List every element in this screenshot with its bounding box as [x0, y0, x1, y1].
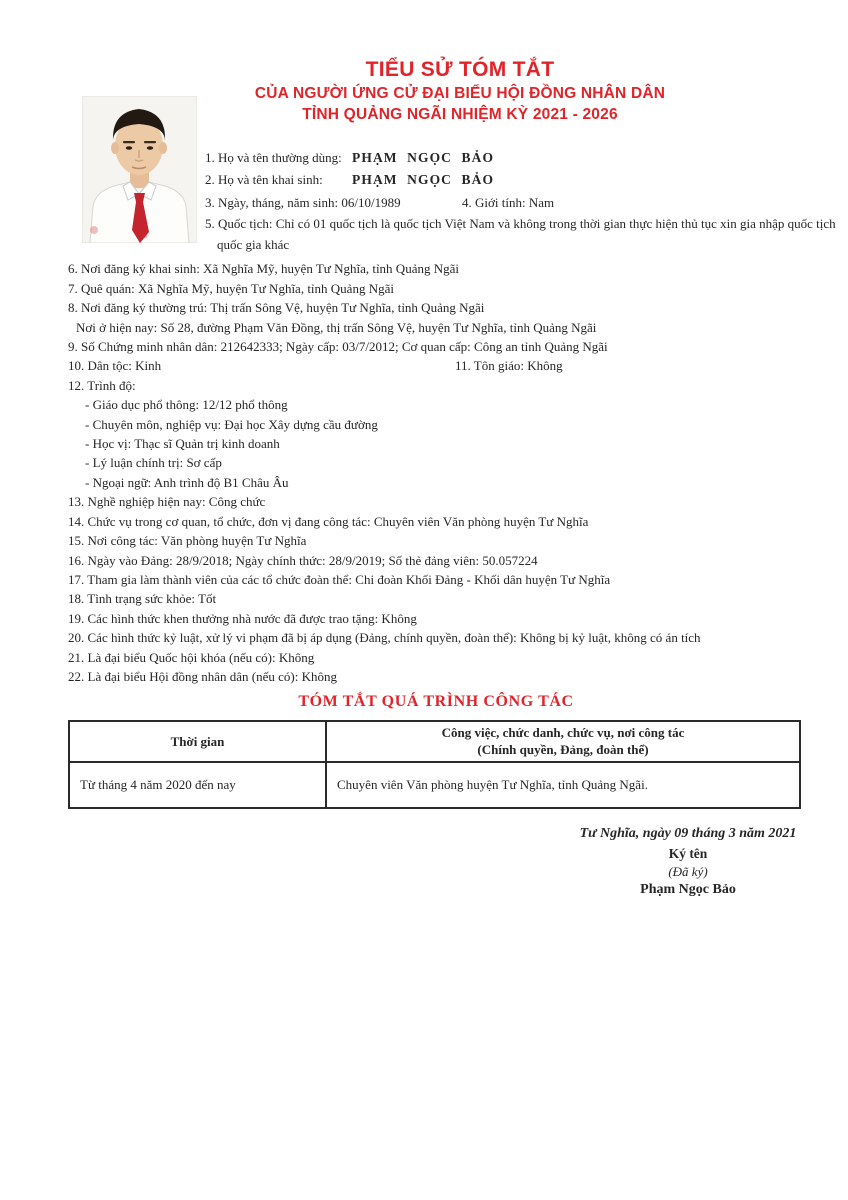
field-nationality-line2: quốc gia khác — [217, 236, 290, 252]
document-title: TIỂU SỬ TÓM TẮT — [365, 58, 555, 81]
field-birth-name-label: 2. Họ và tên khai sinh: — [205, 172, 323, 188]
field-general-education: - Giáo dục phổ thông: 12/12 phổ thông — [85, 397, 288, 413]
table-header-work-line2: (Chính quyền, Đảng, đoàn thể) — [477, 741, 649, 757]
field-occupation: 13. Nghề nghiệp hiện nay: Công chức — [68, 494, 266, 510]
field-common-name — [205, 147, 826, 169]
candidate-photo — [82, 96, 197, 243]
field-awards: 19. Các hình thức khen thưởng nhà nước đã được trao tặng: Không — [68, 610, 417, 626]
field-foreign-language: - Ngoại ngữ: Anh trình độ B1 Châu Âu — [85, 474, 289, 490]
field-peoples-council: 22. Là đại biểu Hội đồng nhân dân (nếu có): Không — [68, 668, 337, 684]
field-common-name-label: 1. Họ và tên thường dùng: — [205, 150, 342, 165]
field-nationality-line1: 5. Quốc tịch: Chỉ có 01 quốc tịch là quốc tịch Việt Nam và không trong thời gian thực hiện thủ tục xin gia nhập quốc tịch — [205, 216, 836, 232]
field-position: 14. Chức vụ trong cơ quan, tổ chức, đơn vị đang công tác: Chuyên viên Văn phòng huyện Tư Nghĩa — [68, 513, 589, 529]
field-permanent-residence: 8. Nơi đăng ký thường trú: Thị trấn Sông Vệ, huyện Tư Nghĩa, tỉnh Quảng Ngãi — [68, 300, 485, 316]
field-common-name-value: PHẠM NGỌC BẢO — [352, 150, 495, 165]
field-political-theory: - Lý luận chính trị: Sơ cấp — [85, 455, 222, 471]
field-dob: 3. Ngày, tháng, năm sinh: 06/10/1989 — [205, 194, 401, 210]
field-party-membership: 16. Ngày vào Đảng: 28/9/2018; Ngày chính thức: 28/9/2019; Số thẻ đảng viên: 50.057224 — [68, 552, 538, 568]
work-history-title: TÓM TẮT QUÁ TRÌNH CÔNG TÁC — [298, 693, 574, 711]
personal-info-list — [68, 259, 826, 686]
field-id-number: 9. Số Chứng minh nhân dân: 212642333; Ngày cấp: 03/7/2012; Cơ quan cấp: Công an tỉnh Quảng Ngãi — [68, 339, 608, 355]
signature-label: Ký tên — [668, 846, 708, 862]
table-header-row — [69, 721, 800, 762]
field-organizations: 17. Tham gia làm thành viên của các tổ chức đoàn thể: Chi đoàn Khối Đảng - Khối dân huyện Tư Nghĩa — [68, 571, 611, 587]
field-hometown: 7. Quê quán: Xã Nghĩa Mỹ, huyện Tư Nghĩa, tỉnh Quảng Ngãi — [68, 280, 394, 296]
table-header-time: Thời gian — [69, 721, 326, 762]
field-birth-name — [205, 169, 826, 191]
field-birth-registration: 6. Nơi đăng ký khai sinh: Xã Nghĩa Mỹ, huyện Tư Nghĩa, tỉnh Quảng Ngãi — [68, 261, 459, 277]
table-header-work-line1: Công việc, chức danh, chức vụ, nơi công tác — [441, 725, 685, 741]
field-ethnicity: 10. Dân tộc: Kinh — [68, 358, 162, 374]
table-row — [69, 762, 800, 808]
field-ethnic-religion — [68, 356, 826, 375]
personal-info-top — [205, 147, 836, 255]
field-birth-name-value: PHẠM NGỌC BẢO — [352, 172, 495, 188]
field-religion: 11. Tôn giáo: Không — [455, 358, 563, 374]
document-subtitle-1: CỦA NGƯỜI ỨNG CỬ ĐẠI BIỂU HỘI ĐỒNG NHÂN DÂN — [254, 85, 666, 102]
signature-block — [538, 824, 838, 900]
field-current-residence: Nơi ở hiện nay: Số 28, đường Phạm Văn Đồng, thị trấn Sông Vệ, huyện Tư Nghĩa, tỉnh Quảng Ngãi — [76, 319, 597, 335]
field-gender: 4. Giới tính: Nam — [462, 194, 555, 210]
field-dob-gender — [205, 192, 826, 214]
signed-note: (Đã ký) — [668, 864, 708, 880]
field-disciplinary: 20. Các hình thức kỷ luật, xử lý vi phạm đã bị áp dụng (Đảng, chính quyền, đoàn thể): Không bị kỷ luật, không có án tích — [68, 630, 701, 646]
candidate-photo-illustration — [82, 96, 197, 243]
signer-name: Phạm Ngọc Bảo — [640, 882, 736, 898]
table-cell-time: Từ tháng 4 năm 2020 đến nay — [69, 762, 326, 808]
field-national-assembly: 21. Là đại biểu Quốc hội khóa (nếu có): Không — [68, 649, 315, 665]
field-professional-education: - Chuyên môn, nghiệp vụ: Đại học Xây dựng cầu đường — [85, 416, 378, 432]
field-health: 18. Tình trạng sức khỏe: Tốt — [68, 591, 217, 607]
table-header-work — [326, 721, 800, 762]
field-academic-degree: - Học vị: Thạc sĩ Quản trị kinh doanh — [85, 436, 280, 452]
document-subtitle-2: TỈNH QUẢNG NGÃI NHIỆM KỲ 2021 - 2026 — [302, 106, 618, 123]
field-education-header: 12. Trình độ: — [68, 377, 136, 393]
field-workplace: 15. Nơi công tác: Văn phòng huyện Tư Nghĩa — [68, 533, 307, 549]
signature-place-date: Tư Nghĩa, ngày 09 tháng 3 năm 2021 — [579, 826, 797, 842]
work-history-table — [68, 720, 801, 809]
table-cell-work: Chuyên viên Văn phòng huyện Tư Nghĩa, tỉnh Quảng Ngãi. — [326, 762, 800, 808]
